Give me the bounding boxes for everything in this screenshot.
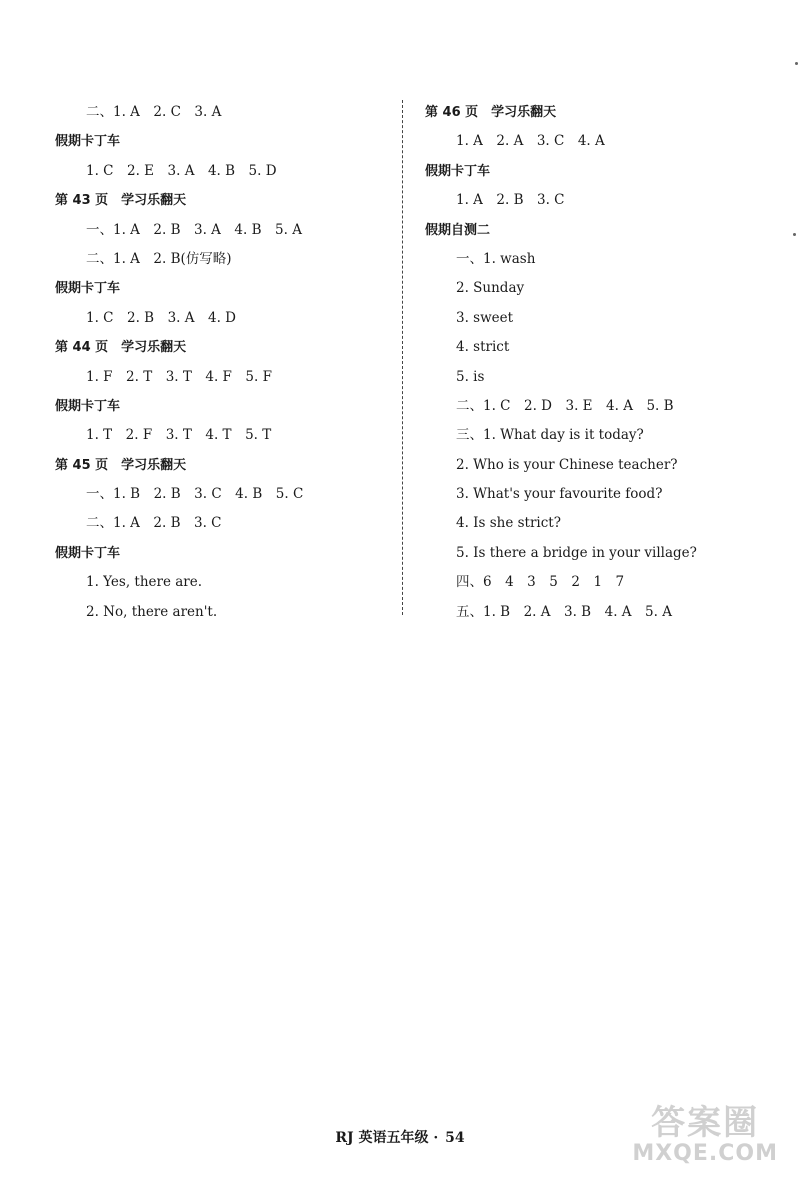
section-heading: 假期卡丁车 [425, 163, 491, 179]
answer-line: 二、1. A 2. C 3. A [86, 104, 222, 120]
answer-line: 1. F 2. T 3. T 4. F 5. F [86, 368, 272, 385]
answer-line: 3. What's your favourite food? [456, 486, 663, 503]
answer-line: 二、1. A 2. B(仿写略) [86, 250, 232, 267]
answer-line: 1. T 2. F 3. T 4. T 5. T [86, 427, 272, 444]
watermark-logo-text: 答案圈 [651, 1103, 760, 1144]
answer-line: 2. No, there aren't. [86, 603, 218, 620]
answer-line: 三、1. What day is it today? [456, 427, 644, 444]
column-divider [402, 100, 403, 615]
answer-line: 4. Is she strict? [456, 515, 561, 532]
answer-line: 一、1. A 2. B 3. A 4. B 5. A [86, 221, 302, 238]
watermark [632, 1103, 778, 1166]
section-heading: 假期卡丁车 [55, 281, 121, 297]
section-heading: 第 44 页 学习乐翻天 [55, 340, 187, 356]
watermark-url: MXQE.COM [632, 1140, 778, 1166]
section-heading: 假期卡丁车 [55, 545, 121, 561]
answer-line: 1. A 2. B 3. C [456, 192, 565, 209]
answer-line: 一、1. B 2. B 3. C 4. B 5. C [86, 486, 304, 503]
answer-line: 1. Yes, there are. [86, 574, 203, 591]
section-heading: 第 43 页 学习乐翻天 [55, 193, 187, 209]
section-heading: 第 46 页 学习乐翻天 [425, 105, 557, 120]
answer-line: 二、1. C 2. D 3. E 4. A 5. B [456, 397, 674, 414]
answer-line: 二、1. A 2. B 3. C [86, 515, 222, 532]
answer-line: 3. sweet [456, 309, 514, 326]
right-answer-column [425, 98, 785, 627]
section-heading: 假期自测二 [425, 222, 491, 238]
answer-line: 一、1. wash [456, 250, 536, 267]
answer-line: 四、6 4 3 5 2 1 7 [456, 574, 625, 591]
scan-mark [793, 233, 796, 236]
scan-mark [795, 62, 798, 65]
answer-line: 2. Sunday [456, 280, 525, 297]
answer-line: 2. Who is your Chinese teacher? [456, 456, 678, 473]
section-heading: 假期卡丁车 [55, 134, 121, 150]
answer-line: 1. A 2. A 3. C 4. A [456, 133, 605, 150]
section-heading: 第 45 页 学习乐翻天 [55, 457, 187, 473]
answer-line: 4. strict [456, 339, 510, 356]
section-heading: 假期卡丁车 [55, 398, 121, 414]
page-number: 54 [445, 1130, 465, 1146]
answer-line: 5. Is there a bridge in your village? [456, 544, 697, 561]
answer-line: 1. C 2. E 3. A 4. B 5. D [86, 162, 277, 179]
answer-line: 5. is [456, 368, 485, 385]
answer-line: 1. C 2. B 3. A 4. D [86, 309, 237, 326]
answer-line: 五、1. B 2. A 3. B 4. A 5. A [456, 603, 672, 620]
footer-label: RJ 英语五年级 · [335, 1130, 439, 1146]
left-answer-column [55, 98, 385, 627]
